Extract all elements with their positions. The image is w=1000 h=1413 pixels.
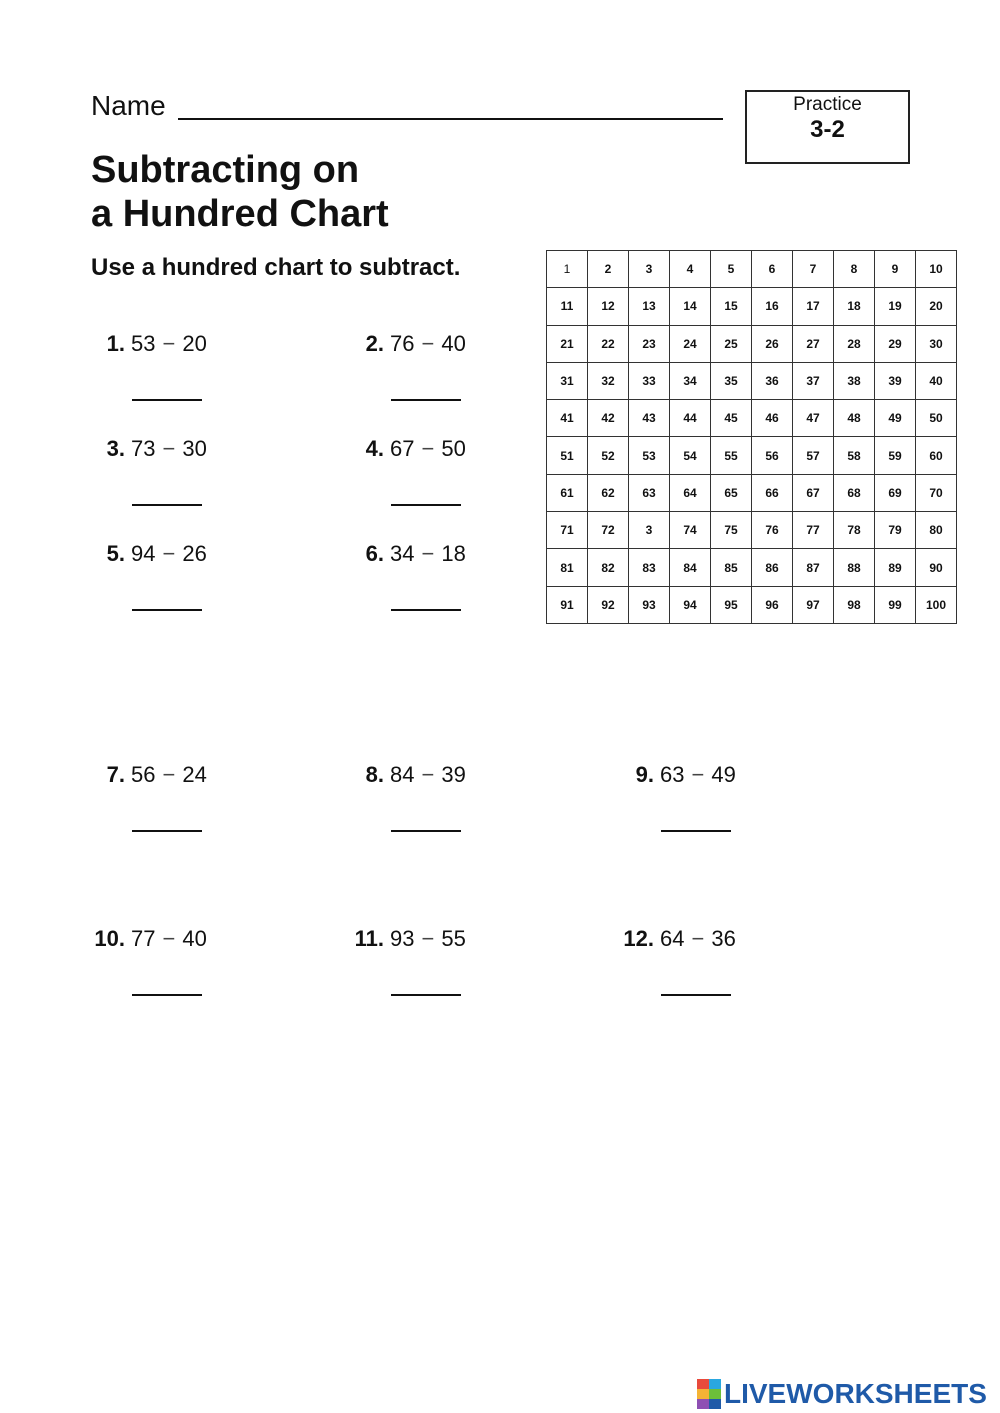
problem-subtrahend: 39 bbox=[441, 762, 466, 787]
instruction: Use a hundred chart to subtract. bbox=[91, 254, 461, 281]
chart-cell: 22 bbox=[588, 325, 629, 362]
minus-sign: − bbox=[421, 926, 435, 951]
chart-row bbox=[547, 362, 957, 399]
problem-number: 5. bbox=[106, 541, 125, 566]
chart-cell: 79 bbox=[875, 512, 916, 549]
problem-subtrahend: 36 bbox=[711, 926, 736, 951]
chart-cell: 65 bbox=[711, 474, 752, 511]
chart-cell: 53 bbox=[629, 437, 670, 474]
chart-cell: 27 bbox=[793, 325, 834, 362]
chart-cell: 55 bbox=[711, 437, 752, 474]
title-line-1: Subtracting on bbox=[91, 149, 360, 191]
problem-minuend: 73 bbox=[131, 436, 156, 461]
chart-cell: 18 bbox=[834, 288, 875, 325]
problem-subtrahend: 26 bbox=[182, 541, 207, 566]
answer-blank-12[interactable] bbox=[661, 994, 731, 996]
chart-cell: 61 bbox=[547, 474, 588, 511]
title-line-2: a Hundred Chart bbox=[91, 193, 389, 235]
chart-cell: 87 bbox=[793, 549, 834, 586]
chart-cell: 37 bbox=[793, 362, 834, 399]
chart-cell: 39 bbox=[875, 362, 916, 399]
chart-cell: 59 bbox=[875, 437, 916, 474]
chart-cell: 78 bbox=[834, 512, 875, 549]
chart-cell: 31 bbox=[547, 362, 588, 399]
chart-cell: 42 bbox=[588, 400, 629, 437]
answer-blank-5[interactable] bbox=[132, 609, 202, 611]
problem-minuend: 84 bbox=[390, 762, 415, 787]
problem-number: 3. bbox=[106, 436, 125, 461]
chart-cell: 47 bbox=[793, 400, 834, 437]
chart-cell: 30 bbox=[916, 325, 957, 362]
chart-cell: 94 bbox=[670, 586, 711, 623]
problem-3 bbox=[91, 435, 207, 463]
answer-blank-6[interactable] bbox=[391, 609, 461, 611]
chart-cell: 97 bbox=[793, 586, 834, 623]
answer-blank-8[interactable] bbox=[391, 830, 461, 832]
chart-cell: 91 bbox=[547, 586, 588, 623]
problem-number: 12. bbox=[623, 926, 654, 951]
chart-cell: 89 bbox=[875, 549, 916, 586]
chart-cell: 32 bbox=[588, 362, 629, 399]
minus-sign: − bbox=[421, 541, 435, 566]
problem-subtrahend: 55 bbox=[441, 926, 466, 951]
chart-row bbox=[547, 549, 957, 586]
minus-sign: − bbox=[162, 541, 176, 566]
chart-cell: 21 bbox=[547, 325, 588, 362]
hundred-chart bbox=[546, 250, 957, 624]
problem-minuend: 94 bbox=[131, 541, 156, 566]
chart-cell: 9 bbox=[875, 251, 916, 288]
chart-cell: 40 bbox=[916, 362, 957, 399]
chart-row bbox=[547, 586, 957, 623]
chart-row bbox=[547, 400, 957, 437]
chart-row bbox=[547, 251, 957, 288]
problem-minuend: 77 bbox=[131, 926, 156, 951]
liveworksheets-logo bbox=[697, 1377, 987, 1411]
chart-cell: 64 bbox=[670, 474, 711, 511]
chart-cell: 58 bbox=[834, 437, 875, 474]
problem-number: 10. bbox=[94, 926, 125, 951]
problem-subtrahend: 40 bbox=[182, 926, 207, 951]
minus-sign: − bbox=[162, 762, 176, 787]
chart-cell: 38 bbox=[834, 362, 875, 399]
chart-cell: 20 bbox=[916, 288, 957, 325]
chart-cell: 98 bbox=[834, 586, 875, 623]
problem-minuend: 93 bbox=[390, 926, 415, 951]
problem-8 bbox=[350, 761, 466, 789]
problem-number: 2. bbox=[365, 331, 384, 356]
chart-cell: 13 bbox=[629, 288, 670, 325]
chart-cell: 35 bbox=[711, 362, 752, 399]
problem-number: 6. bbox=[365, 541, 384, 566]
chart-cell: 63 bbox=[629, 474, 670, 511]
problem-minuend: 53 bbox=[131, 331, 156, 356]
problem-2 bbox=[350, 330, 466, 358]
chart-cell: 81 bbox=[547, 549, 588, 586]
practice-label: Practice bbox=[793, 94, 862, 115]
chart-cell: 34 bbox=[670, 362, 711, 399]
minus-sign: − bbox=[691, 926, 705, 951]
chart-cell: 68 bbox=[834, 474, 875, 511]
chart-cell: 16 bbox=[752, 288, 793, 325]
chart-cell: 10 bbox=[916, 251, 957, 288]
chart-cell: 84 bbox=[670, 549, 711, 586]
chart-cell: 11 bbox=[547, 288, 588, 325]
problem-7 bbox=[91, 761, 207, 789]
chart-cell: 76 bbox=[752, 512, 793, 549]
chart-cell: 67 bbox=[793, 474, 834, 511]
problem-subtrahend: 40 bbox=[441, 331, 466, 356]
answer-blank-9[interactable] bbox=[661, 830, 731, 832]
chart-cell: 95 bbox=[711, 586, 752, 623]
problem-subtrahend: 50 bbox=[441, 436, 466, 461]
chart-cell: 33 bbox=[629, 362, 670, 399]
chart-cell: 3 bbox=[629, 512, 670, 549]
problem-subtrahend: 24 bbox=[182, 762, 207, 787]
answer-blank-10[interactable] bbox=[132, 994, 202, 996]
chart-cell: 15 bbox=[711, 288, 752, 325]
chart-cell: 50 bbox=[916, 400, 957, 437]
chart-cell: 75 bbox=[711, 512, 752, 549]
chart-cell: 23 bbox=[629, 325, 670, 362]
chart-cell: 3 bbox=[629, 251, 670, 288]
chart-cell: 70 bbox=[916, 474, 957, 511]
problem-subtrahend: 30 bbox=[182, 436, 207, 461]
chart-cell: 85 bbox=[711, 549, 752, 586]
chart-cell: 88 bbox=[834, 549, 875, 586]
answer-blank-3[interactable] bbox=[132, 504, 202, 506]
chart-cell: 90 bbox=[916, 549, 957, 586]
problem-number: 1. bbox=[106, 331, 125, 356]
chart-cell: 93 bbox=[629, 586, 670, 623]
chart-row bbox=[547, 512, 957, 549]
minus-sign: − bbox=[421, 436, 435, 461]
chart-row bbox=[547, 288, 957, 325]
chart-cell: 24 bbox=[670, 325, 711, 362]
chart-cell: 60 bbox=[916, 437, 957, 474]
chart-cell: 57 bbox=[793, 437, 834, 474]
chart-cell: 28 bbox=[834, 325, 875, 362]
problem-minuend: 67 bbox=[390, 436, 415, 461]
chart-cell: 86 bbox=[752, 549, 793, 586]
chart-cell: 19 bbox=[875, 288, 916, 325]
chart-cell: 43 bbox=[629, 400, 670, 437]
chart-cell: 5 bbox=[711, 251, 752, 288]
problem-5 bbox=[91, 540, 207, 568]
chart-cell: 36 bbox=[752, 362, 793, 399]
problem-subtrahend: 18 bbox=[441, 541, 466, 566]
chart-cell: 51 bbox=[547, 437, 588, 474]
name-line[interactable] bbox=[178, 118, 723, 120]
chart-row bbox=[547, 325, 957, 362]
chart-cell: 72 bbox=[588, 512, 629, 549]
problem-number: 8. bbox=[365, 762, 384, 787]
chart-cell: 56 bbox=[752, 437, 793, 474]
chart-cell: 1 bbox=[547, 251, 588, 288]
problem-minuend: 64 bbox=[660, 926, 685, 951]
chart-cell: 77 bbox=[793, 512, 834, 549]
chart-cell: 54 bbox=[670, 437, 711, 474]
chart-cell: 14 bbox=[670, 288, 711, 325]
problem-9 bbox=[620, 761, 736, 789]
chart-cell: 66 bbox=[752, 474, 793, 511]
problem-number: 7. bbox=[106, 762, 125, 787]
chart-cell: 6 bbox=[752, 251, 793, 288]
problem-number: 11. bbox=[354, 926, 384, 951]
chart-cell: 74 bbox=[670, 512, 711, 549]
problem-minuend: 63 bbox=[660, 762, 685, 787]
chart-cell: 69 bbox=[875, 474, 916, 511]
chart-cell: 96 bbox=[752, 586, 793, 623]
chart-cell: 100 bbox=[916, 586, 957, 623]
chart-cell: 41 bbox=[547, 400, 588, 437]
chart-cell: 99 bbox=[875, 586, 916, 623]
chart-cell: 26 bbox=[752, 325, 793, 362]
chart-cell: 25 bbox=[711, 325, 752, 362]
problem-subtrahend: 49 bbox=[711, 762, 736, 787]
problem-minuend: 56 bbox=[131, 762, 156, 787]
answer-blank-11[interactable] bbox=[391, 994, 461, 996]
problem-number: 9. bbox=[635, 762, 654, 787]
chart-cell: 4 bbox=[670, 251, 711, 288]
chart-cell: 80 bbox=[916, 512, 957, 549]
chart-row bbox=[547, 474, 957, 511]
chart-cell: 29 bbox=[875, 325, 916, 362]
minus-sign: − bbox=[162, 331, 176, 356]
answer-blank-1[interactable] bbox=[132, 399, 202, 401]
practice-number: 3-2 bbox=[810, 116, 845, 143]
problem-4 bbox=[350, 435, 466, 463]
chart-cell: 12 bbox=[588, 288, 629, 325]
chart-cell: 46 bbox=[752, 400, 793, 437]
answer-blank-7[interactable] bbox=[132, 830, 202, 832]
chart-cell: 83 bbox=[629, 549, 670, 586]
problem-number: 4. bbox=[365, 436, 384, 461]
minus-sign: − bbox=[691, 762, 705, 787]
chart-row bbox=[547, 437, 957, 474]
minus-sign: − bbox=[421, 762, 435, 787]
problem-1 bbox=[91, 330, 207, 358]
chart-cell: 52 bbox=[588, 437, 629, 474]
liveworksheets-brand: LIVEWORKSHEETS bbox=[724, 1378, 987, 1409]
chart-cell: 71 bbox=[547, 512, 588, 549]
chart-cell: 17 bbox=[793, 288, 834, 325]
chart-cell: 92 bbox=[588, 586, 629, 623]
chart-cell: 82 bbox=[588, 549, 629, 586]
chart-cell: 49 bbox=[875, 400, 916, 437]
chart-cell: 62 bbox=[588, 474, 629, 511]
minus-sign: − bbox=[421, 331, 435, 356]
problem-11 bbox=[350, 925, 466, 953]
chart-cell: 48 bbox=[834, 400, 875, 437]
problem-subtrahend: 20 bbox=[182, 331, 207, 356]
problem-12 bbox=[620, 925, 736, 953]
minus-sign: − bbox=[162, 436, 176, 461]
problem-6 bbox=[350, 540, 466, 568]
chart-cell: 7 bbox=[793, 251, 834, 288]
chart-cell: 45 bbox=[711, 400, 752, 437]
problem-10 bbox=[91, 925, 207, 953]
page-title bbox=[91, 148, 389, 236]
name-label: Name bbox=[91, 90, 166, 121]
problem-minuend: 34 bbox=[390, 541, 415, 566]
chart-cell: 44 bbox=[670, 400, 711, 437]
answer-blank-2[interactable] bbox=[391, 399, 461, 401]
practice-box bbox=[745, 90, 910, 164]
answer-blank-4[interactable] bbox=[391, 504, 461, 506]
chart-cell: 2 bbox=[588, 251, 629, 288]
chart-cell: 8 bbox=[834, 251, 875, 288]
problem-minuend: 76 bbox=[390, 331, 415, 356]
liveworksheets-logo-icon bbox=[697, 1379, 721, 1409]
minus-sign: − bbox=[162, 926, 176, 951]
